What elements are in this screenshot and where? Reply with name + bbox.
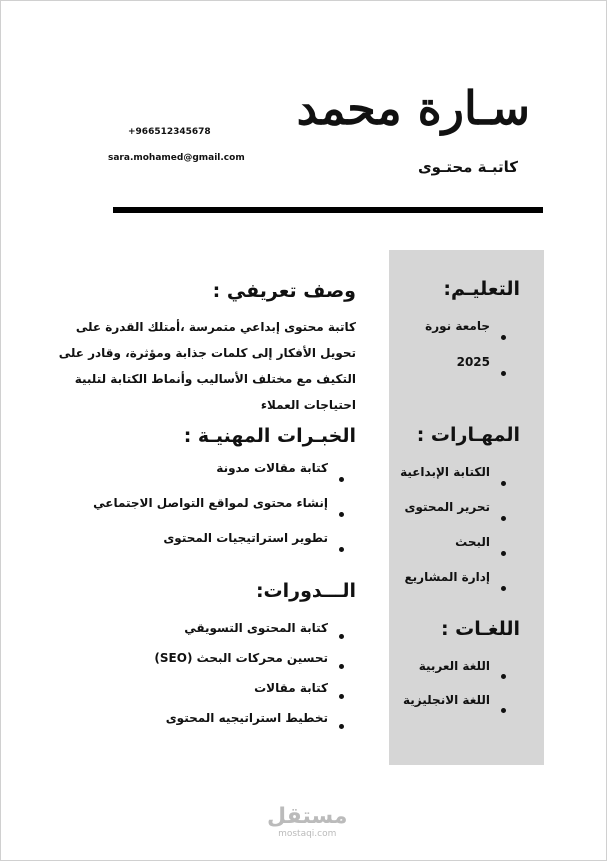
courses-title: الـــدورات: [255, 580, 356, 602]
phone-number: +966512345678 [128, 127, 211, 137]
email-address: sara.mohamed@gmail.com [108, 153, 245, 163]
profile-line: كاتبة محتوى إبداعي متمرسة ،أمتلك القدرة على [75, 320, 356, 334]
profile-title: وصف تعريفي : [212, 280, 356, 302]
skills-item: إدارة المشاريع [400, 570, 506, 605]
education-item: جامعة نورة [425, 319, 506, 355]
header-divider [113, 207, 543, 213]
profile-line: التكيف مع مختلف الأساليب وأنماط الكتابة لتلبية [74, 372, 356, 386]
courses-item: كتابة المحتوى التسويقي [154, 621, 344, 651]
experience-item: كتابة مقالات مدونة [93, 461, 344, 496]
courses-item: تحسين محركات البحث (SEO) [154, 651, 344, 681]
mostaql-logo [267, 805, 347, 839]
experience-list [93, 461, 344, 566]
person-name: سـارة محمد [296, 81, 530, 135]
skills-list [400, 465, 506, 605]
logo-wordmark: مستقل [267, 804, 348, 829]
skills-title: المهـارات : [416, 424, 520, 446]
education-title: التعليـم: [443, 278, 520, 300]
profile-line: تحويل الأفكار إلى كلمات جذابة ومؤثرة، وقادر على [58, 346, 356, 360]
courses-item: كتابة مقالات [154, 681, 344, 711]
profile-line: احتياجات العملاء [260, 398, 356, 412]
experience-item: إنشاء محتوى لمواقع التواصل الاجتماعي [93, 496, 344, 531]
logo-url: mostaqi.com [278, 829, 337, 839]
job-title: كاتبـة محتـوى [417, 158, 518, 176]
courses-item: تخطيط استراتيجيه المحتوى [154, 711, 344, 741]
skills-item: الكتابة الإبداعية [400, 465, 506, 500]
languages-item: اللغة الانجليزية [403, 693, 506, 727]
experience-title: الخبـرات المهنيـة : [183, 425, 356, 447]
education-list [425, 319, 506, 391]
languages-item: اللغة العربية [403, 659, 506, 693]
languages-title: اللغـات : [440, 618, 520, 640]
education-item: 2025 [425, 355, 506, 391]
courses-list [154, 621, 344, 741]
experience-item: تطوير استراتيجيات المحتوى [93, 531, 344, 566]
profile-text [58, 314, 356, 418]
languages-list [403, 659, 506, 727]
skills-item: البحث [400, 535, 506, 570]
skills-item: تحرير المحتوى [400, 500, 506, 535]
